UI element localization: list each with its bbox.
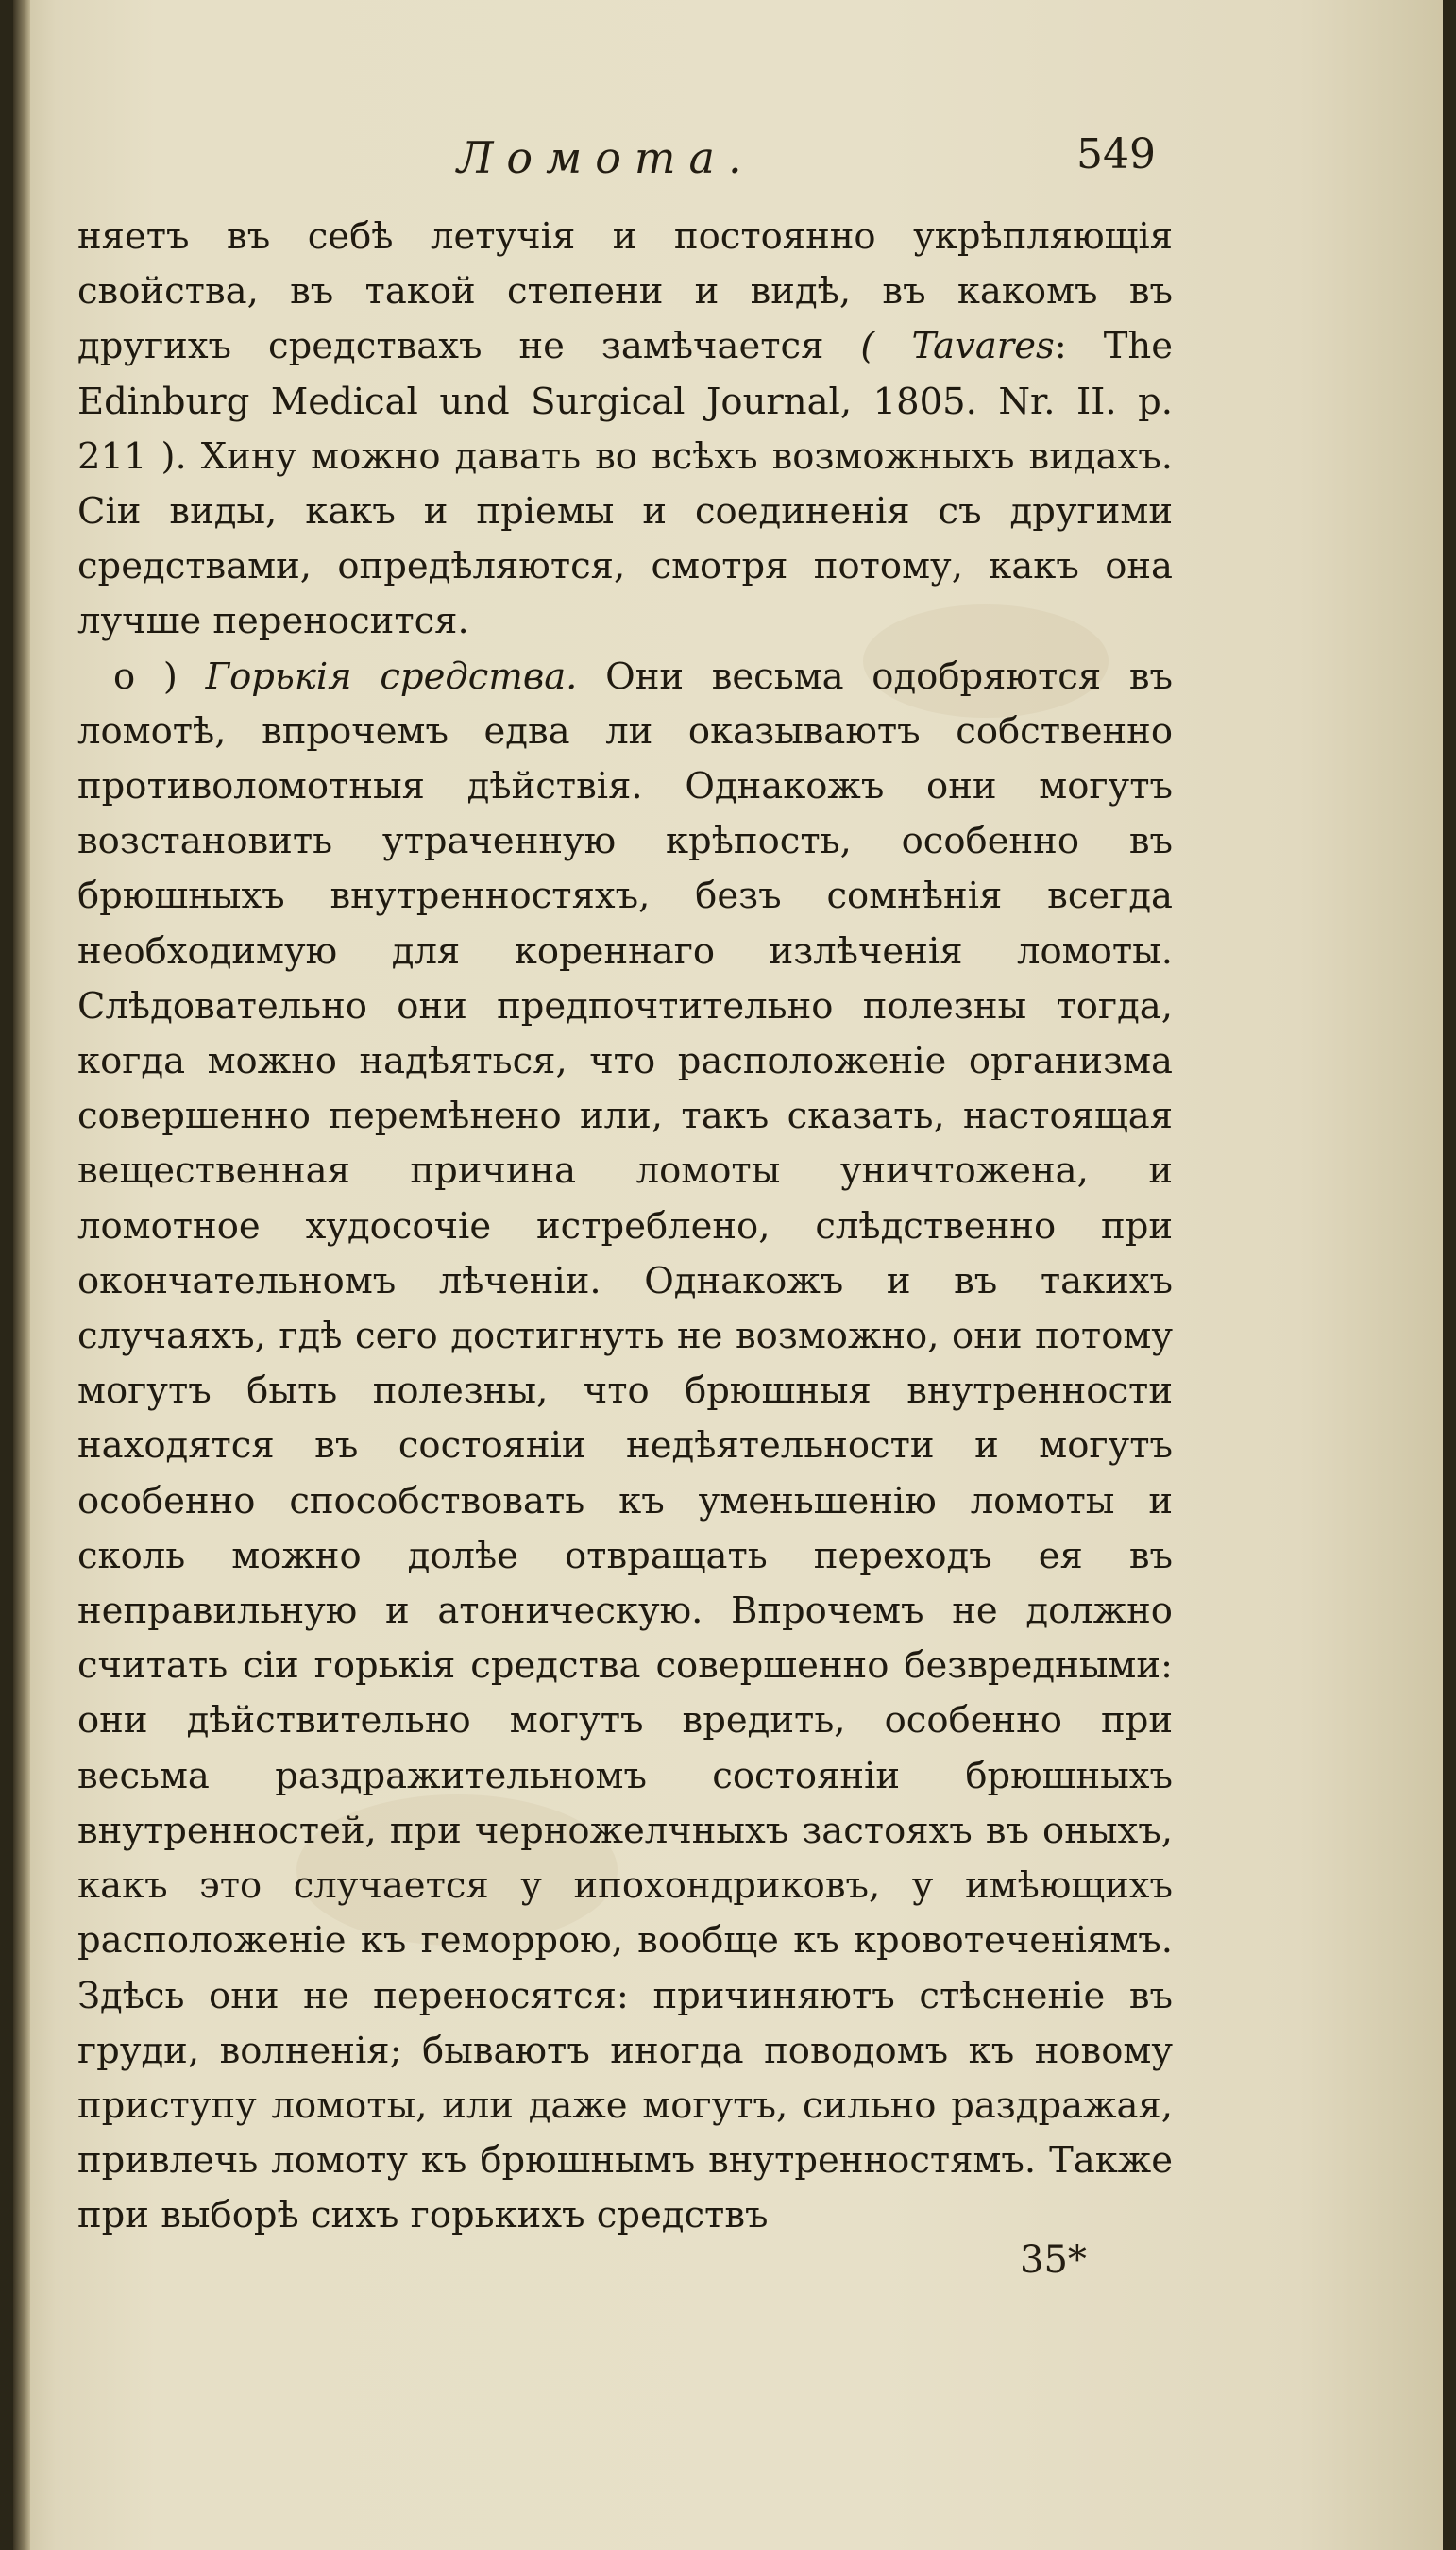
book-page — [13, 0, 1443, 2550]
paragraph — [77, 650, 1173, 2244]
citation-author: ( Tavares — [860, 325, 1055, 368]
text-run: няетъ въ себѣ летучія и постоянно укрѣпляющія свойства, въ такой степени и видѣ, въ какомъ въ другихъ средствахъ не замѣчается — [77, 215, 1173, 368]
running-head — [13, 132, 1443, 198]
text-run: Они весьма одобряются въ ломотѣ, впрочемъ едва ли оказываютъ собственно противоломотныя дѣйствія. Однакожъ они могутъ возстановить утраченную крѣпость, особенно въ брюшныхъ внутренностяхъ, безъ сомнѣнія всегда необходимую для кореннаго излѣченія ломоты. Слѣдовательно они предпочтительно полезны тогда, когда можно надѣяться, что расположеніе организма совершенно перемѣнено или, такъ сказать, настоящая вещественная причина ломоты уничтожена, и ломотное худосочіе истреблено, слѣдственно при окончательномъ лѣченіи. Однакожъ и въ такихъ случаяхъ, гдѣ сего достигнуть не возможно, они потому могутъ быть полезны, что брюшныя внутренности находятся въ состояніи недѣятельности и могутъ особенно способствовать къ уменьшенію ломоты и сколь можно долѣе отвращать переходъ ея въ неправильную и атоническую. Впрочемъ не должно считать сіи горькія средства совершенно безвредными: они дѣйствительно могутъ вредить, особенно при весьма раздражительномъ состояніи брюшныхъ внутренностей, при черножелчныхъ застояхъ въ оныхъ, какъ это случается у ипохондриковъ, у имѣющихъ расположеніе къ геморрою, вообще къ кровотеченіямъ. Здѣсь они не переносятся: причиняютъ стѣсненіе въ груди, волненія; бываютъ иногда поводомъ къ новому приступу ломоты, или даже могутъ, сильно раздражая, привлечь ломоту къ брюшнымъ внутренностямъ. Также при выборѣ сихъ горькихъ средствъ — [77, 654, 1173, 2237]
section-heading: Горькія средства. — [205, 654, 578, 698]
text-run: : The Edinburg Medical und Surgical Journal, 1805. Nr. II. p. 211 ). Хину можно давать во всѣхъ возможныхъ видахъ. Сіи виды, какъ и пріемы и соединенія съ другими средствами, опредѣляются, смотря потому, какъ она лучше переносится. — [77, 325, 1173, 643]
body-text — [77, 210, 1173, 2244]
signature-mark: 35* — [1020, 2238, 1087, 2282]
page-number: 549 — [1076, 130, 1156, 178]
paragraph — [77, 210, 1173, 650]
running-title: Ломота. — [457, 132, 755, 183]
page-gutter — [13, 0, 30, 2550]
text-run: o ) — [113, 654, 206, 698]
